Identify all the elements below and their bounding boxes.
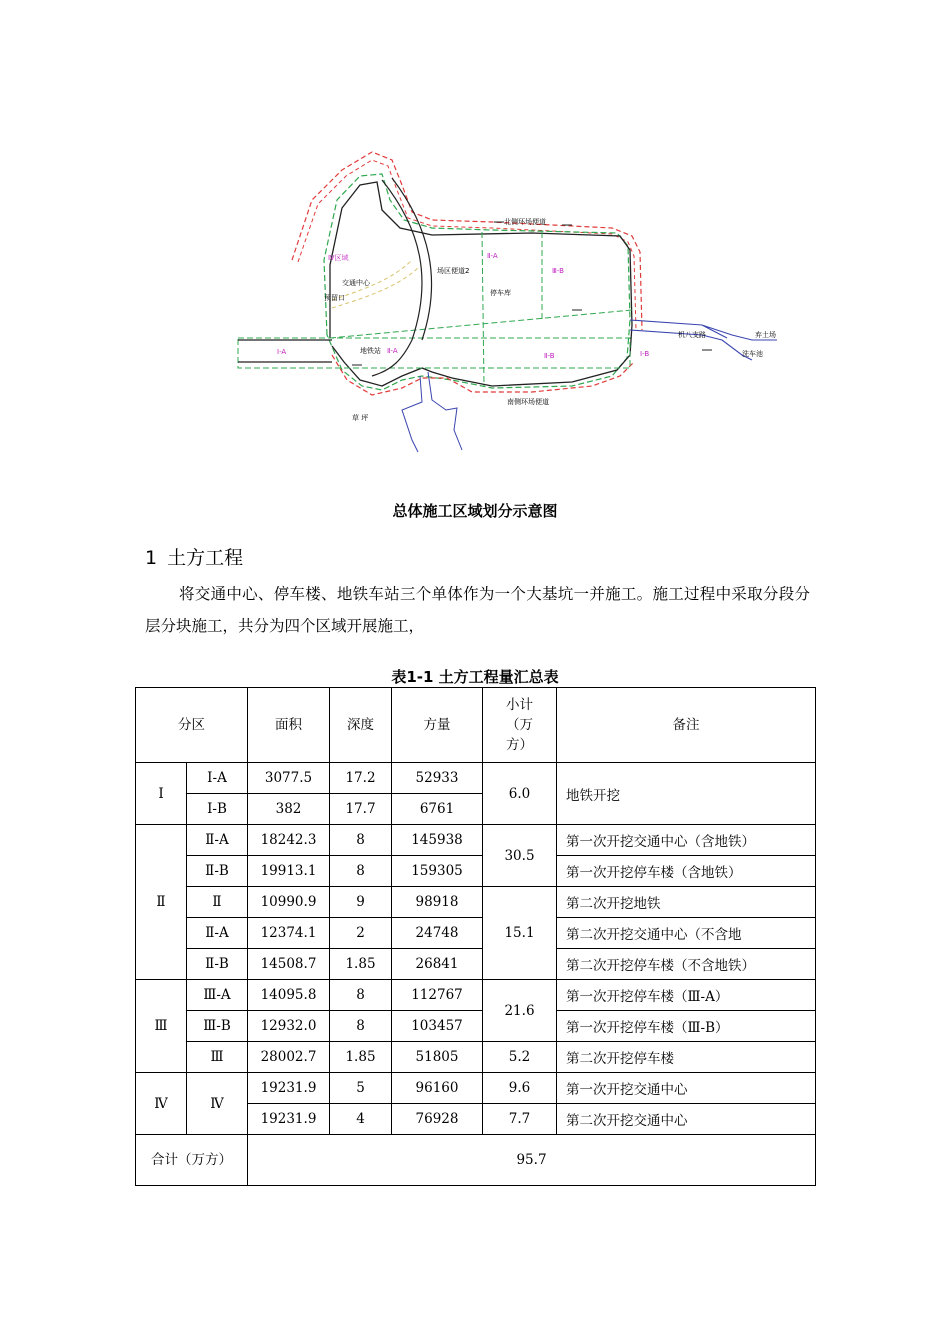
south-road-label: 南侧环场便道 — [507, 398, 549, 406]
volume-cell: 96160 — [392, 1073, 483, 1104]
area-cell: 12374.1 — [248, 918, 330, 949]
subzone-cell: Ⅰ-B — [187, 794, 248, 825]
note-cell: 第二次开挖停车楼（不含地铁） — [557, 949, 816, 980]
area-cell: 28002.7 — [248, 1042, 330, 1073]
road-arrows — [352, 222, 712, 365]
zone-cell: Ⅱ — [136, 825, 187, 980]
table-header-row — [136, 688, 816, 763]
table-row — [136, 949, 816, 980]
note-cell: 第二次开挖地铁 — [557, 887, 816, 918]
subtotal-cell: 30.5 — [483, 825, 557, 887]
depth-cell: 17.7 — [330, 794, 392, 825]
subzone-cell: Ⅱ-A — [187, 918, 248, 949]
zone-cell: Ⅳ — [136, 1073, 187, 1135]
inner-road-label: 场区便道2 — [437, 267, 470, 275]
depth-cell: 9 — [330, 887, 392, 918]
note-cell: 第一次开挖停车楼（Ⅲ-B） — [557, 1011, 816, 1042]
header-volume: 方量 — [392, 688, 483, 763]
zone-iia-label: Ⅱ-A — [487, 252, 498, 260]
diagram-caption: 总体施工区域划分示意图 — [392, 502, 558, 520]
body-paragraph: 将交通中心、停车楼、地铁车站三个单体作为一个大基坑一并施工。施工过程中采取分段分层分块施工，共分为四个区域开展施工， — [145, 585, 810, 635]
note-cell: 第一次开挖交通中心 — [557, 1073, 816, 1104]
subzone-cell: Ⅱ-B — [187, 949, 248, 980]
area-cell: 382 — [248, 794, 330, 825]
section-title: 土方工程 — [167, 547, 244, 569]
earthwork-table — [135, 687, 816, 1186]
metro-band — [238, 338, 630, 368]
note-cell: 第一次开挖停车楼（Ⅲ-A） — [557, 980, 816, 1011]
depth-cell: 1.85 — [330, 949, 392, 980]
subtotal-cell: 5.2 — [483, 1042, 557, 1073]
structure-outline — [330, 182, 632, 386]
depth-cell: 17.2 — [330, 763, 392, 794]
section-number: 1 — [145, 547, 158, 569]
depth-cell: 5 — [330, 1073, 392, 1104]
subzone-cell: Ⅱ-A — [187, 825, 248, 856]
washing-label: 洗车池 — [742, 350, 763, 358]
road-8-label: 机八支路 — [678, 331, 706, 339]
subzone-cell: Ⅱ-B — [187, 856, 248, 887]
zone-dividers — [330, 232, 632, 386]
table-row — [136, 887, 816, 918]
note-cell: 第二次开挖停车楼 — [557, 1042, 816, 1073]
zone-iia-2-label: Ⅱ-A — [387, 347, 398, 355]
note-cell: 第二次开挖交通中心（不含地 — [557, 918, 816, 949]
subtotal-cell: 9.6 — [483, 1073, 557, 1104]
zone-iib-label: Ⅱ-B — [544, 352, 555, 360]
parking-label: 停车库 — [490, 289, 511, 297]
zone-iv-label: Ⅳ区域 — [328, 254, 349, 262]
subtotal-cell: 21.6 — [483, 980, 557, 1042]
section-heading — [145, 543, 243, 570]
header-subtotal: 小计（万方） — [483, 688, 557, 763]
metro-station-label: 地铁站 — [360, 347, 381, 355]
area-cell: 10990.9 — [248, 887, 330, 918]
header-area: 面积 — [248, 688, 330, 763]
table-row — [136, 980, 816, 1011]
volume-cell: 6761 — [392, 794, 483, 825]
reserved-opening-label: 预留口 — [324, 294, 345, 302]
zone-cell: Ⅲ — [136, 980, 187, 1073]
area-cell: 14508.7 — [248, 949, 330, 980]
area-cell: 19231.9 — [248, 1104, 330, 1135]
area-cell: 18242.3 — [248, 825, 330, 856]
subzone-cell: Ⅲ-B — [187, 1011, 248, 1042]
subtotal-cell: 6.0 — [483, 763, 557, 825]
grass-label: 草 坪 — [352, 414, 369, 422]
area-cell: 12932.0 — [248, 1011, 330, 1042]
north-boundary-red-inner — [298, 160, 636, 330]
note-cell: 第二次开挖交通中心 — [557, 1104, 816, 1135]
header-zone: 分区 — [136, 688, 248, 763]
volume-cell: 112767 — [392, 980, 483, 1011]
depth-cell: 2 — [330, 918, 392, 949]
to-dump-label: 弃土场 — [755, 331, 776, 339]
zone-iiib-label: Ⅲ-B — [552, 267, 564, 275]
table-row — [136, 1011, 816, 1042]
table-row — [136, 856, 816, 887]
depth-cell: 8 — [330, 1011, 392, 1042]
site-plan-diagram — [232, 140, 792, 460]
table-total-row — [136, 1135, 816, 1186]
volume-cell: 159305 — [392, 856, 483, 887]
area-cell: 14095.8 — [248, 980, 330, 1011]
volume-cell: 26841 — [392, 949, 483, 980]
total-label: 合计（万方） — [136, 1135, 248, 1186]
note-cell: 第一次开挖停车楼（含地铁） — [557, 856, 816, 887]
area-cell: 3077.5 — [248, 763, 330, 794]
total-value: 95.7 — [248, 1135, 816, 1186]
header-note: 备注 — [557, 688, 816, 763]
zone-ib-label: Ⅰ-B — [640, 350, 650, 358]
zone-ia-label: Ⅰ-A — [277, 348, 287, 356]
subzone-cell: Ⅰ-A — [187, 763, 248, 794]
depth-cell: 8 — [330, 856, 392, 887]
volume-cell: 103457 — [392, 1011, 483, 1042]
north-road-label: 北侧环场便道 — [504, 218, 546, 226]
table-row — [136, 763, 816, 794]
subzone-cell: Ⅲ-A — [187, 980, 248, 1011]
volume-cell: 145938 — [392, 825, 483, 856]
depth-cell: 8 — [330, 980, 392, 1011]
area-cell: 19913.1 — [248, 856, 330, 887]
depth-cell: 1.85 — [330, 1042, 392, 1073]
subzone-cell: Ⅳ — [187, 1073, 248, 1135]
table-row — [136, 1042, 816, 1073]
table-row — [136, 918, 816, 949]
note-cell: 第一次开挖交通中心（含地铁） — [557, 825, 816, 856]
subzone-cell: Ⅱ — [187, 887, 248, 918]
traffic-center-label: 交通中心 — [342, 279, 370, 287]
table-title: 表1-1 土方工程量汇总表 — [391, 668, 559, 686]
subzone-cell: Ⅲ — [187, 1042, 248, 1073]
subtotal-cell: 7.7 — [483, 1104, 557, 1135]
area-cell: 19231.9 — [248, 1073, 330, 1104]
depth-cell: 4 — [330, 1104, 392, 1135]
table-row — [136, 825, 816, 856]
note-cell: 地铁开挖 — [557, 763, 816, 825]
table-row — [136, 1073, 816, 1104]
zone-cell: Ⅰ — [136, 763, 187, 825]
depth-cell: 8 — [330, 825, 392, 856]
header-depth: 深度 — [330, 688, 392, 763]
volume-cell: 52933 — [392, 763, 483, 794]
volume-cell: 98918 — [392, 887, 483, 918]
volume-cell: 76928 — [392, 1104, 483, 1135]
volume-cell: 51805 — [392, 1042, 483, 1073]
north-boundary-red — [292, 152, 642, 330]
subtotal-cell: 15.1 — [483, 887, 557, 980]
volume-cell: 24748 — [392, 918, 483, 949]
